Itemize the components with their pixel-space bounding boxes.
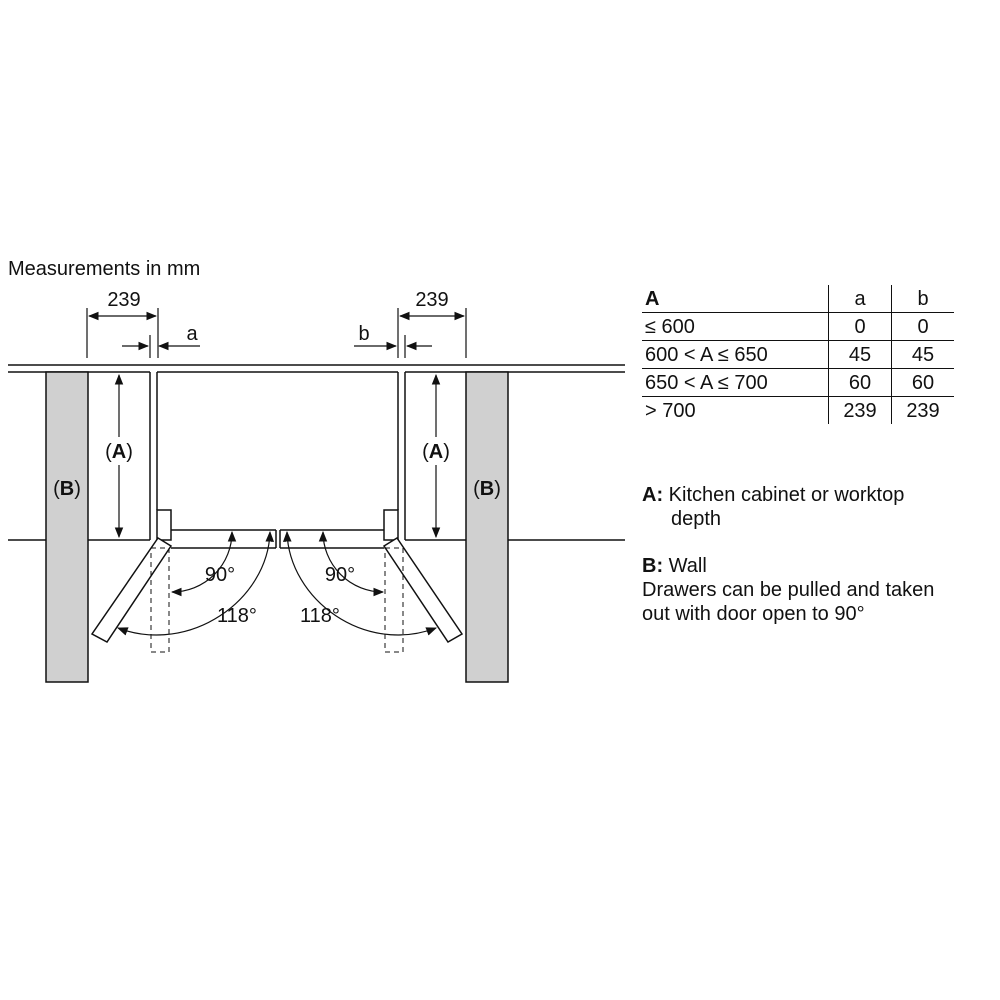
legend-key-a: A:: [642, 484, 664, 506]
legend-key-b: B:: [642, 555, 664, 577]
table-row: [642, 313, 954, 341]
svg-text:(A): (A): [422, 441, 450, 463]
clearance-table: [642, 285, 954, 424]
legend-b: [642, 554, 934, 626]
table-header: b: [892, 285, 955, 313]
door-right-open: [384, 538, 462, 642]
width-label-left: 239: [107, 289, 141, 311]
table-cell: 45: [829, 341, 892, 369]
wall-label-right: B: [479, 478, 495, 500]
legend-note-line1: Drawers can be pulled and taken: [642, 579, 935, 601]
depth-label-left: A: [111, 441, 127, 463]
legend-note-line2: out with door open to 90°: [642, 603, 865, 625]
angle-right-90: 90°: [324, 564, 356, 586]
svg-text:(B): (B): [53, 478, 81, 500]
table-header: a: [829, 285, 892, 313]
legend-text-b: Wall: [668, 555, 707, 577]
legend-text-a-cont: depth: [671, 508, 722, 530]
table-cell: ≤ 600: [645, 315, 695, 338]
caption: Measurements in mm: [8, 258, 201, 280]
wall-right: [466, 372, 508, 682]
table-row: [642, 397, 954, 425]
table-cell: 239: [829, 397, 892, 425]
gap-dimension: [122, 335, 432, 358]
table-header-row: [642, 285, 954, 313]
legend-text-a: Kitchen cabinet or worktop: [668, 484, 905, 506]
door-left-open: [92, 538, 171, 642]
gap-label-b: b: [358, 323, 370, 345]
table-row: [642, 341, 954, 369]
table-cell: 60: [829, 369, 892, 397]
table-cell: 0: [892, 313, 955, 341]
angle-left-118: 118°: [217, 605, 257, 627]
table-cell: > 700: [645, 399, 696, 422]
svg-text:(B): (B): [473, 478, 501, 500]
table-header: A: [645, 287, 660, 310]
table-cell: 60: [892, 369, 955, 397]
width-label-right: 239: [415, 289, 449, 311]
svg-text:(A): (A): [105, 441, 133, 463]
width-dimension: [87, 308, 466, 358]
depth-label-right: A: [428, 441, 444, 463]
angle-left-90: 90°: [204, 564, 236, 586]
table-cell: 0: [829, 313, 892, 341]
table-row: [642, 369, 954, 397]
gap-label-a: a: [186, 323, 198, 345]
table-cell: 45: [892, 341, 955, 369]
angle-right-118: 118°: [300, 605, 340, 627]
wall-label-left: B: [59, 478, 75, 500]
appliance-base: [157, 510, 398, 548]
legend-a: [642, 483, 904, 531]
table-cell: 600 < A ≤ 650: [645, 343, 768, 366]
table-cell: 239: [892, 397, 955, 425]
door-90-outline: [151, 548, 403, 652]
table-cell: 650 < A ≤ 700: [645, 371, 768, 394]
wall-left: [46, 372, 88, 682]
